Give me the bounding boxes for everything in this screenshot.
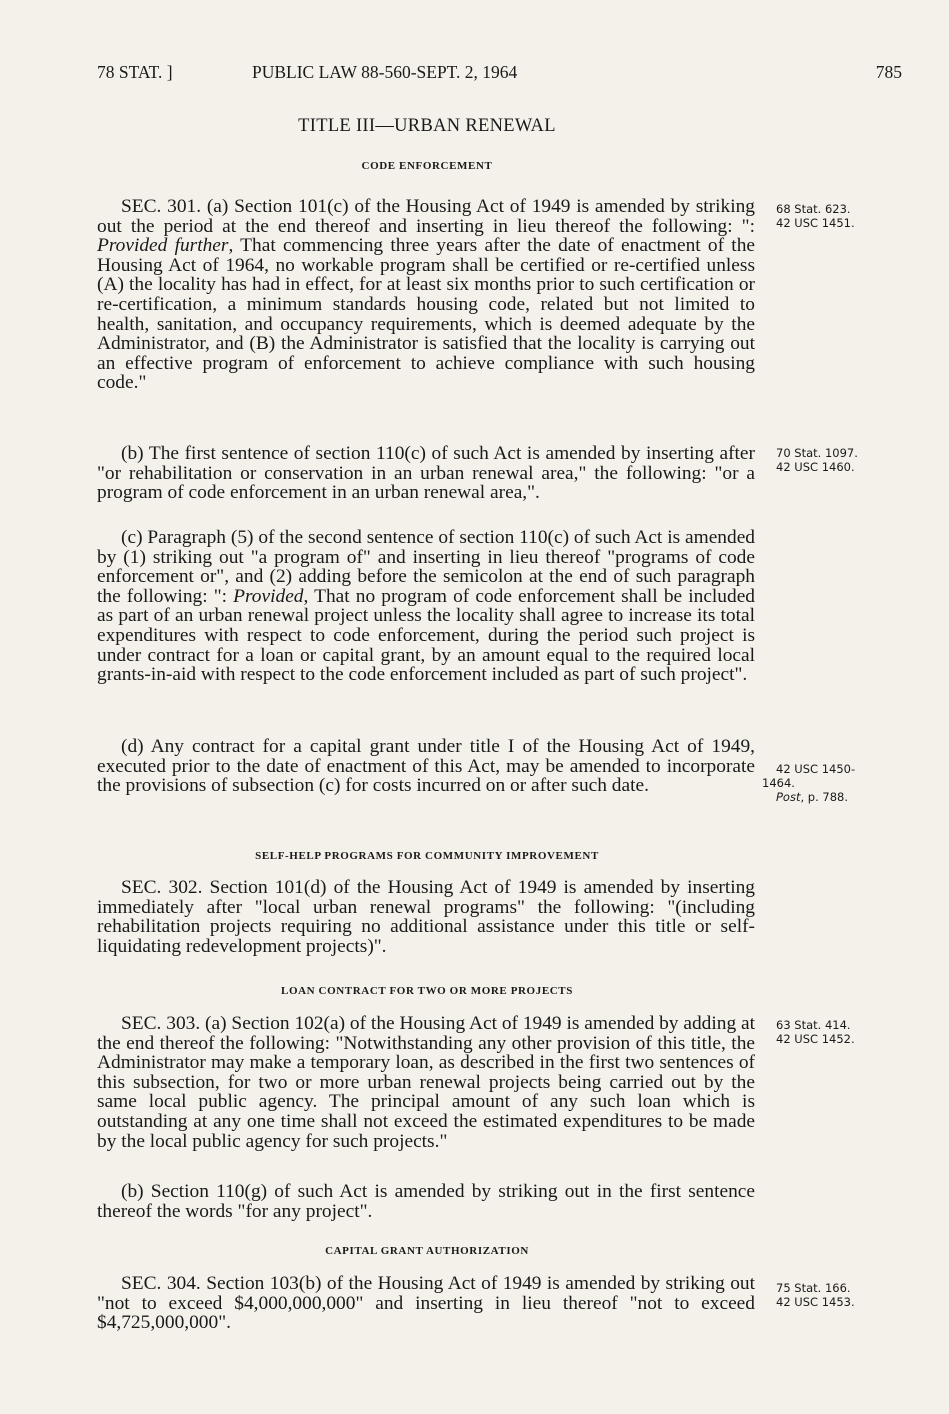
margin-note-1: 68 Stat. 623. 42 USC 1451. bbox=[776, 202, 855, 230]
page-number: 785 bbox=[875, 62, 902, 82]
title-heading: TITLE III—URBAN RENEWAL bbox=[298, 116, 556, 136]
margin-note-4: 63 Stat. 414. 42 USC 1452. bbox=[776, 1018, 855, 1046]
loan-contract-heading: LOAN CONTRACT FOR TWO OR MORE PROJECTS bbox=[281, 985, 573, 997]
margin-note-3: 42 USC 1450- 1464. Post, p. 788. bbox=[762, 762, 856, 804]
self-help-heading: SELF-HELP PROGRAMS FOR COMMUNITY IMPROVEMENT bbox=[255, 850, 599, 862]
section-304: SEC. 304. Section 103(b) of the Housing Act of 1949 is amended by striking out "not to exceed $4,000,000,000" and inserting in lieu thereof "not to exceed $4,725,000,000". bbox=[97, 1273, 755, 1334]
section-301-d: (d) Any contract for a capital grant under title I of the Housing Act of 1949, executed prior to the date of enactment of this Act, may be amended to incorporate the provisions of subsection (c) for costs incurred on or after such date. bbox=[97, 736, 755, 797]
section-302: SEC. 302. Section 101(d) of the Housing Act of 1949 is amended by inserting immediately after "local urban renewal programs" the following: "(including rehabilitation projects requiring no additional assistance under this title or self-liquidating redevelopment projects)". bbox=[97, 877, 755, 957]
section-303-b: (b) Section 110(g) of such Act is amended by striking out in the first sentence thereof the words "for any project". bbox=[97, 1181, 755, 1222]
running-head bbox=[97, 62, 902, 86]
margin-note-5: 75 Stat. 166. 42 USC 1453. bbox=[776, 1281, 855, 1309]
section-301-b: (b) The first sentence of section 110(c) of such Act is amended by inserting after "or rehabilitation or conservation in an urban renewal area," the following: "or a program of code enforcement in an urban renewal area,". bbox=[97, 443, 755, 504]
stat-volume: 78 STAT. ] bbox=[97, 62, 173, 82]
section-301-a: SEC. 301. (a) Section 101(c) of the Housing Act of 1949 is amended by striking out the period at the end thereof and inserting in lieu thereof the following: ": Provided further, That commencing three years after the date of enactment of the Housing Act of 1964, no workable program shall be certified or re-certified unless (A) the locality has had in effect, for at least six months prior to such certification or re-certification, a minimum standards housing code, related but not limited to health, sanitation, and occupancy requirements, which is deemed adequate by the Administrator, and (B) the Administrator is satisfied that the locality is carrying out an effective program of enforcement to achieve compliance with such housing code." bbox=[97, 196, 755, 394]
public-law-citation: PUBLIC LAW 88-560-SEPT. 2, 1964 bbox=[252, 62, 518, 82]
margin-note-2: 70 Stat. 1097. 42 USC 1460. bbox=[776, 446, 858, 474]
code-enforcement-heading: CODE ENFORCEMENT bbox=[361, 160, 493, 172]
section-301-c: (c) Paragraph (5) of the second sentence of section 110(c) of such Act is amended by (1) striking out "a program of" and inserting in lieu thereof "programs of code enforcement or", and (2) adding before the semicolon at the end of such paragraph the following: ": Provided, That no program of code enforcement shall be included as part of an urban renewal project unless the locality shall agree to increase its total expenditures with respect to code enforcement, during the period such project is under contract for a loan or capital grant, by an amount equal to the required local grants-in-aid with respect to the code enforcement included as part of such project". bbox=[97, 527, 755, 686]
capital-grant-heading: CAPITAL GRANT AUTHORIZATION bbox=[325, 1245, 529, 1257]
section-303-a: SEC. 303. (a) Section 102(a) of the Housing Act of 1949 is amended by adding at the end thereof the following: "Notwithstanding any other provision of this title, the Administrator may make a temporary loan, as described in the first two sentences of this subsection, for two or more urban renewal projects being carried out by the same local public agency. The principal amount of any such loan which is outstanding at any one time shall not exceed the estimated expenditures to be made by the local public agency for such projects." bbox=[97, 1013, 755, 1152]
